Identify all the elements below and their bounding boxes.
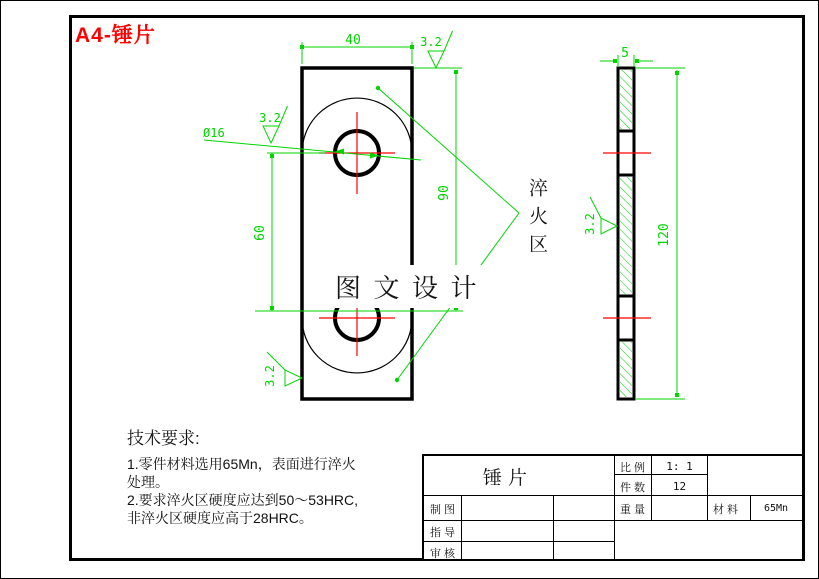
tech-req-line: 非淬火区硬度应高于28HRC。 [127,510,313,526]
drawing-title: A4-锤片 [75,24,156,47]
part-name: 锤片 [482,468,533,489]
scale-label: 比 例 [620,462,646,474]
check-label: 审 核 [430,548,456,560]
quench-zone-label: 淬火区 [526,178,547,262]
material-label: 材 料 [713,504,739,516]
tech-req-heading: 技术要求: [127,429,200,448]
dim-width-label: 40 [345,33,361,48]
quantity-value: 12 [672,480,687,493]
roughness-value: 3.2 [420,35,442,49]
tech-req-line: 处理。 [127,474,169,490]
advisor-label: 指 导 [430,527,456,539]
tech-req-line: 2.要求淬火区硬度应达到50～53HRC, [127,492,359,508]
tech-req-line: 1.零件材料选用65Mn，表面进行淬火 [127,456,356,472]
dim-120-label: 120 [657,223,672,247]
hole-diameter-label: Ø16 [203,126,225,140]
quantity-label: 件 数 [620,482,646,494]
material-value: 65Mn [763,503,789,514]
weight-label: 重 量 [620,504,646,516]
dim-thickness-label: 5 [621,46,629,61]
roughness-value: 3.2 [259,111,281,125]
dim-90-label: 90 [437,185,452,201]
dim-60-label: 60 [253,225,268,241]
roughness-value: 3.2 [583,213,597,235]
watermark-text: 图 文 设 计 [330,265,485,308]
draft-label: 制 图 [430,504,456,516]
title-block [422,454,804,561]
scale-value: 1: 1 [666,460,693,473]
roughness-value: 3.2 [263,365,277,387]
technical-requirements [127,424,358,527]
